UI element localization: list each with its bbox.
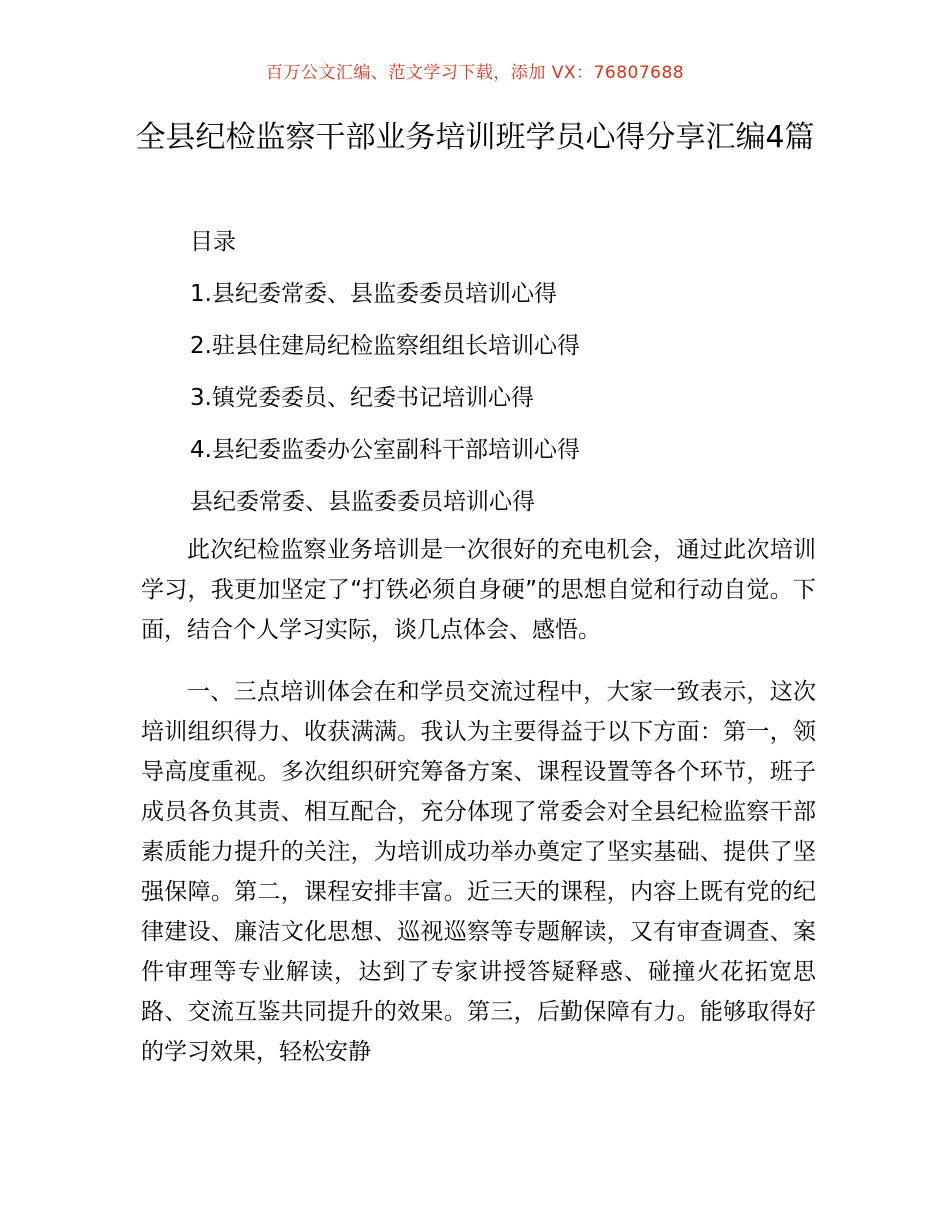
toc-heading: 目录 — [190, 229, 236, 255]
toc-item: 3.镇党委委员、纪委书记培训心得 — [190, 385, 534, 411]
section-heading: 县纪委常委、县监委委员培训心得 — [190, 489, 535, 515]
body-text — [141, 530, 816, 1094]
document-title: 全县纪检监察干部业务培训班学员心得分享汇编4篇 — [135, 120, 815, 155]
toc-item: 2.驻县住建局纪检监察组组长培训心得 — [190, 333, 580, 359]
paragraph: 此次纪检监察业务培训是一次很好的充电机会，通过此次培训学习，我更加坚定了“打铁必须自身硬”的思想自觉和行动自觉。下面，结合个人学习实际，谈几点体会、感悟。 — [141, 537, 816, 643]
toc-item: 4.县纪委监委办公室副科干部培训心得 — [190, 437, 580, 463]
paragraph: 一、三点培训体会在和学员交流过程中，大家一致表示，这次培训组织得力、收获满满。我认为主要得益于以下方面：第一，领导高度重视。多次组织研究筹备方案、课程设置等各个环节，班子成员各负其责、相互配合，充分体现了常委会对全县纪检监察干部素质能力提升的关注，为培训成功举办奠定了坚实基础、提供了坚强保障。第二，课程安排丰富。近三天的课程，内容上既有党的纪律建设、廉洁文化思想、巡视巡察等专题解读，又有审查调查、案件审理等专业解读，达到了专家讲授答疑释惑、碰撞火花拓宽思路、交流互鉴共同提升的效果。第三，后勤保障有力。能够取得好的学习效果，轻松安静 — [141, 679, 816, 1065]
header-note: 百万公文汇编、范文学习下载，添加 VX：76807688 — [265, 63, 685, 83]
toc-item: 1.县纪委常委、县监委委员培训心得 — [190, 281, 557, 307]
table-of-contents — [190, 216, 830, 528]
